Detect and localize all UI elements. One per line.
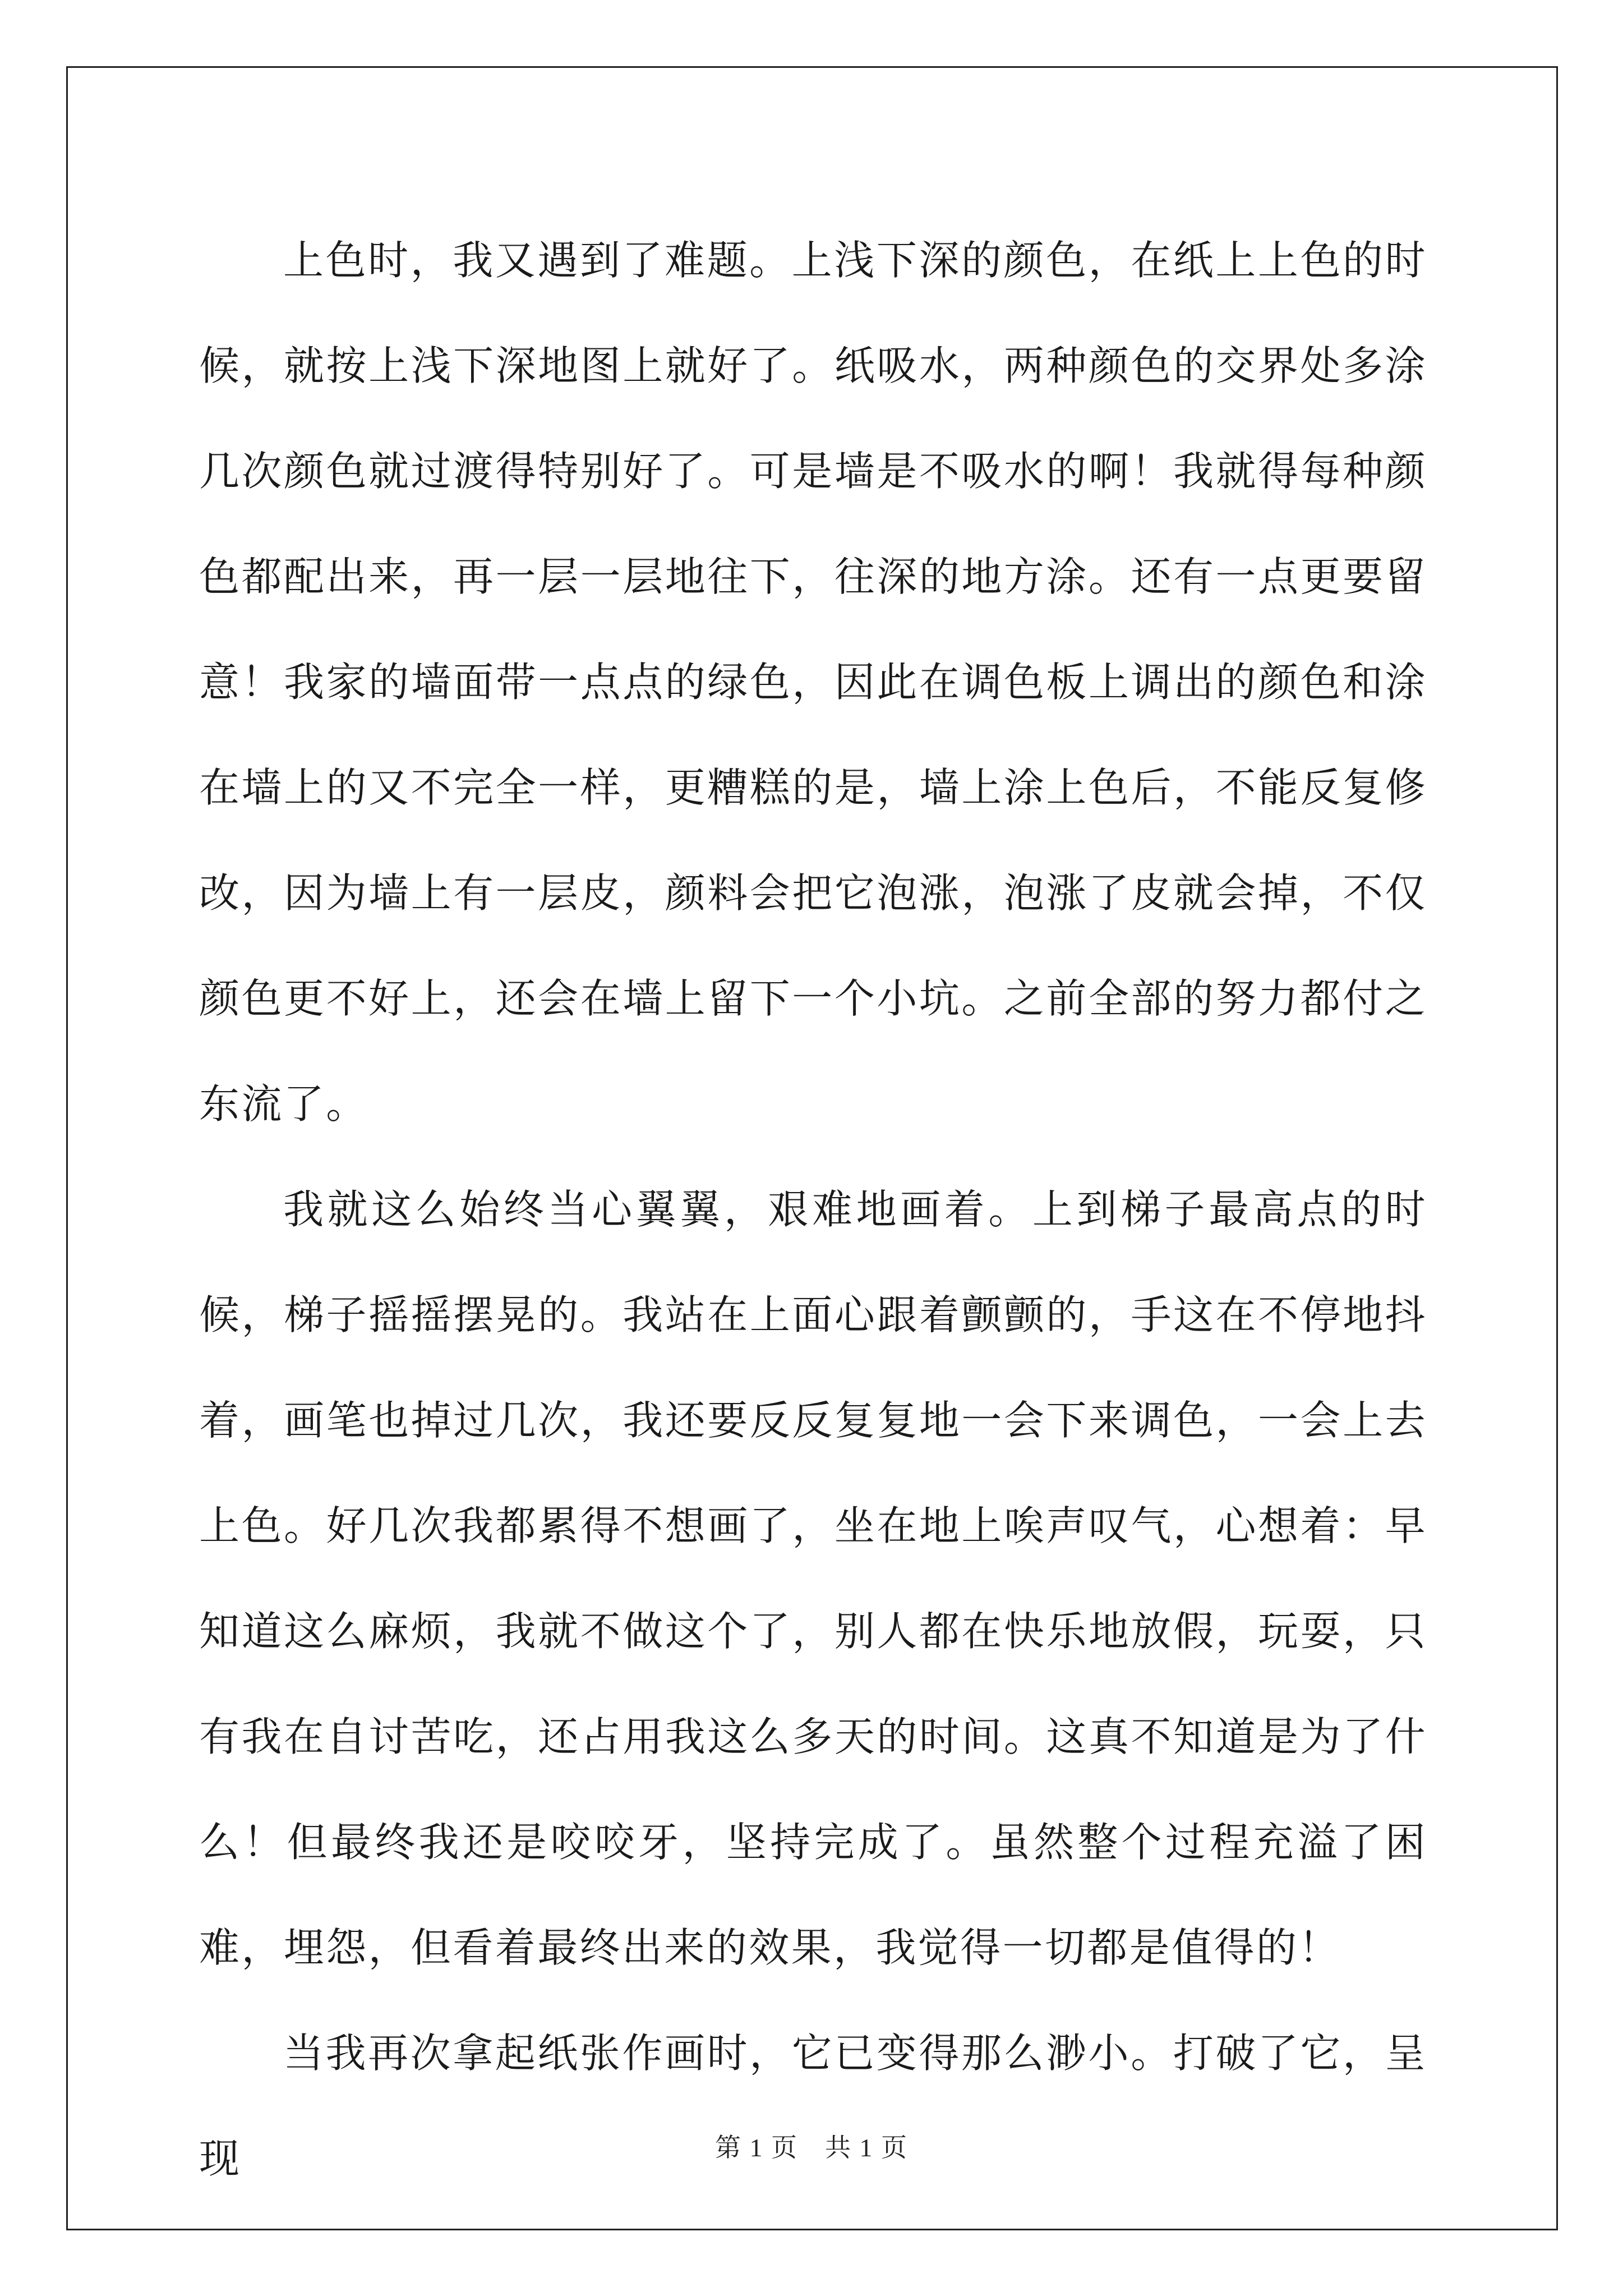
paragraph-2: 我就这么始终当心翼翼，艰难地画着。上到梯子最高点的时候，梯子摇摇摆晃的。我站在上面心跟着颤颤的，手这在不停地抖着，画笔也掉过几次，我还要反反复复地一会下来调色，一会上去上色。好几次我都累得不想画了，坐在地上唉声叹气，心想着：早知道这么麻烦，我就不做这个了，别人都在快乐地放假，玩耍，只有我在自讨苦吃，还占用我这么多天的时间。这真不知道是为了什么！但最终我还是咬咬牙，坚持完成了。虽然整个过程充溢了困难，埋怨，但看着最终出来的效果，我觉得一切都是值得的！ — [199, 1186, 1427, 1971]
page-footer: 第 1 页 共 1 页 — [715, 2133, 908, 2162]
paragraph-1: 上色时，我又遇到了难题。上浅下深的颜色，在纸上上色的时候，就按上浅下深地图上就好了。纸吸水，两种颜色的交界处多涂几次颜色就过渡得特别好了。可是墙是不吸水的啊！我就得每种颜色都配出来，再一层一层地往下，往深的地方涂。还有一点更要留意！我家的墙面带一点点的绿色，因此在调色板上调出的颜色和涂在墙上的又不完全一样，更糟糕的是，墙上涂上色后，不能反复修改，因为墙上有一层皮，颜料会把它泡涨，泡涨了皮就会掉，不仅颜色更不好上，还会在墙上留下一个小坑。之前全部的努力都付之东流了。 — [199, 237, 1427, 1128]
paragraph-3: 当我再次拿起纸张作画时，它已变得那么渺小。打破了它，呈现 — [199, 2030, 1427, 2182]
document-body — [199, 208, 1427, 2211]
